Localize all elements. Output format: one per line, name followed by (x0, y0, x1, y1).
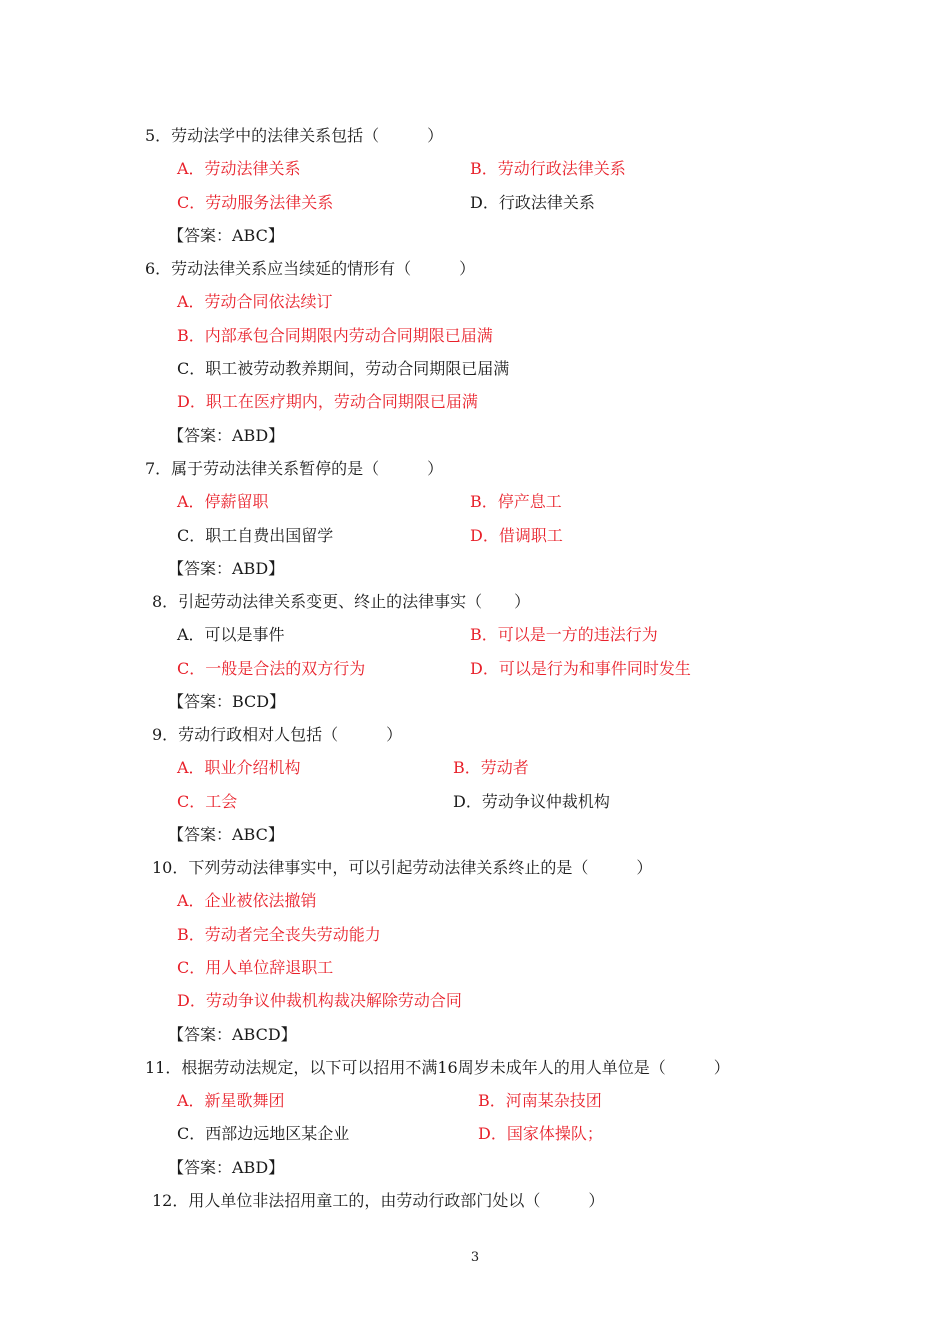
question-8-option-a: A．可以是事件 (177, 625, 285, 644)
question-12-stem: 12．用人单位非法招用童工的，由劳动行政部门处以（ ） (152, 1191, 605, 1210)
page-number: 3 (470, 1250, 480, 1265)
question-6-option-c: C．职工被劳动教养期间，劳动合同期限已届满 (177, 359, 510, 378)
question-7-option-b: B．停产息工 (470, 492, 562, 511)
question-7-option-a: A．停薪留职 (177, 492, 269, 511)
question-8-option-d: D．可以是行为和事件同时发生 (470, 659, 691, 678)
question-9-answer: 【答案：ABC】 (168, 825, 284, 844)
question-9-stem: 9．劳动行政相对人包括（ ） (152, 725, 403, 744)
question-5-option-a: A．劳动法律关系 (177, 159, 301, 178)
question-6-option-a: A．劳动合同依法续订 (177, 292, 333, 311)
question-5-option-b: B．劳动行政法律关系 (470, 159, 626, 178)
question-6-option-b: B．内部承包合同期限内劳动合同期限已届满 (177, 326, 493, 345)
question-9-option-c: C．工会 (177, 792, 238, 811)
question-8-answer: 【答案：BCD】 (168, 692, 286, 711)
question-7-stem: 7．属于劳动法律关系暂停的是（ ） (145, 459, 444, 478)
question-10-option-b: B．劳动者完全丧失劳动能力 (177, 925, 381, 944)
question-6-option-d: D．职工在医疗期内，劳动合同期限已届满 (177, 392, 478, 411)
question-11-stem: 11．根据劳动法规定，以下可以招用不满16周岁未成年人的用人单位是（ ） (145, 1058, 730, 1077)
question-10-answer: 【答案：ABCD】 (168, 1025, 297, 1044)
question-11-option-b: B．河南某杂技团 (478, 1091, 602, 1110)
question-8-option-c: C．一般是合法的双方行为 (177, 659, 366, 678)
question-10-option-c: C．用人单位辞退职工 (177, 958, 334, 977)
question-9-option-a: A．职业介绍机构 (177, 758, 301, 777)
question-5-option-c: C．劳动服务法律关系 (177, 193, 334, 212)
question-7-option-d: D．借调职工 (470, 526, 563, 545)
question-5-answer: 【答案：ABC】 (168, 226, 284, 245)
question-7-option-c: C．职工自费出国留学 (177, 526, 334, 545)
question-10-stem: 10．下列劳动法律事实中，可以引起劳动法律关系终止的是（ ） (152, 858, 653, 877)
question-10-option-a: A．企业被依法撤销 (177, 891, 317, 910)
question-8-option-b: B．可以是一方的违法行为 (470, 625, 658, 644)
question-11-option-d: D．国家体操队； (478, 1124, 603, 1143)
question-9-option-d: D．劳动争议仲裁机构 (453, 792, 610, 811)
question-5-option-d: D．行政法律关系 (470, 193, 595, 212)
question-11-answer: 【答案：ABD】 (168, 1158, 285, 1177)
question-10-option-d: D．劳动争议仲裁机构裁决解除劳动合同 (177, 991, 462, 1010)
question-9-option-b: B．劳动者 (453, 758, 529, 777)
question-5-stem: 5．劳动法学中的法律关系包括（ ） (145, 126, 444, 145)
question-6-answer: 【答案：ABD】 (168, 426, 285, 445)
question-8-stem: 8．引起劳动法律关系变更、终止的法律事实（ ） (152, 592, 531, 611)
question-7-answer: 【答案：ABD】 (168, 559, 285, 578)
question-11-option-c: C．西部边远地区某企业 (177, 1124, 350, 1143)
question-11-option-a: A．新星歌舞团 (177, 1091, 285, 1110)
question-6-stem: 6．劳动法律关系应当续延的情形有（ ） (145, 259, 476, 278)
